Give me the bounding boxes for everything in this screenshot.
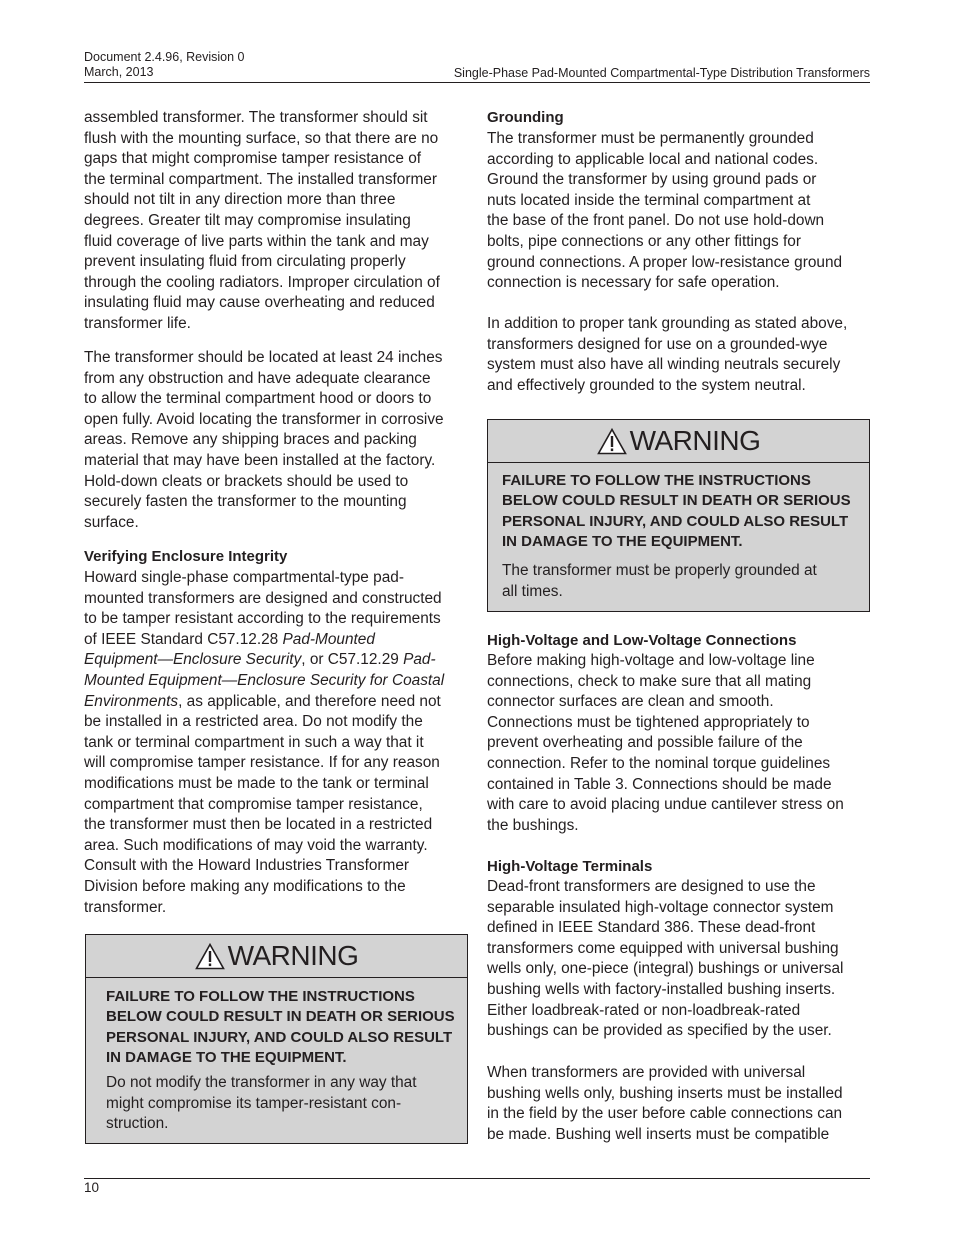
paragraph-grounding bbox=[487, 129, 842, 294]
text-line: IN DAMAGE TO THE EQUIPMENT. bbox=[106, 1048, 347, 1066]
document-date: March, 2013 bbox=[84, 65, 154, 79]
text-line: assembled transformer. The transformer should sit bbox=[84, 109, 428, 126]
text-line: the terminal compartment. The installed transformer bbox=[84, 170, 437, 188]
text-line: the bushings. bbox=[487, 816, 579, 834]
text-line bbox=[84, 671, 444, 692]
paragraph-installation bbox=[84, 108, 440, 335]
paragraph-enclosure-integrity bbox=[84, 568, 444, 918]
text-line: IN DAMAGE TO THE EQUIPMENT. bbox=[502, 532, 743, 550]
text-line bbox=[84, 650, 444, 671]
text-line: struction. bbox=[106, 1115, 169, 1133]
text-line: bushing wells with factory-installed bushing inserts. bbox=[487, 980, 836, 998]
text-line: When transformers are provided with universal bbox=[487, 1064, 806, 1081]
text-line: through the cooling radiators. Improper circulation of bbox=[84, 273, 440, 291]
warning-caps-text bbox=[502, 471, 851, 552]
text-line: The transformer must be permanently grounded bbox=[487, 130, 814, 147]
text-line: wells only, one-piece (integral) bushings or universal bbox=[487, 960, 844, 978]
paragraph-bushing-inserts bbox=[487, 1063, 843, 1145]
warning-body-text bbox=[502, 561, 817, 602]
text-line: Ground the transformer by using ground pads or bbox=[487, 171, 817, 189]
text-line: Division before making any modifications to the bbox=[84, 877, 406, 895]
text-line: the base of the front panel. Do not use hold-down bbox=[487, 212, 825, 230]
text-line: securely fasten the transformer to the mounting bbox=[84, 493, 407, 511]
text-line: Howard single-phase compartmental-type pad- bbox=[84, 569, 404, 586]
text-line: with care to avoid placing undue cantilever stress on bbox=[487, 796, 844, 814]
paragraph-grounding-neutrals bbox=[487, 314, 847, 396]
text-line: nuts located inside the terminal compartment at bbox=[487, 191, 811, 209]
text-line: The transformer should be located at least 24 inches bbox=[84, 349, 443, 366]
text-line: transformers designed for use on a grounded-wye bbox=[487, 335, 828, 353]
text-line: transformer life. bbox=[84, 314, 191, 332]
text-line: and effectively grounded to the system neutral. bbox=[487, 376, 806, 394]
text-line: areas. Remove any shipping braces and packing bbox=[84, 431, 417, 449]
text-line: gaps that might compromise tamper resistance of bbox=[84, 150, 422, 168]
text-span: , as applicable, and therefore need not bbox=[178, 692, 441, 710]
text-line: BELOW COULD RESULT IN DEATH OR SERIOUS bbox=[502, 492, 851, 510]
text-line: FAILURE TO FOLLOW THE INSTRUCTIONS bbox=[106, 988, 415, 1005]
text-span: , or C57.12.29 bbox=[301, 651, 404, 669]
text-line bbox=[84, 692, 444, 713]
text-line: should not tilt in any direction more than three bbox=[84, 191, 396, 209]
text-line: Connections must be tightened appropriately to bbox=[487, 713, 810, 731]
text-line: Consult with the Howard Industries Transformer bbox=[84, 857, 410, 875]
text-line: material that may have been installed at the factory. bbox=[84, 451, 436, 469]
page-number: 10 bbox=[84, 1180, 100, 1195]
text-line: In addition to proper tank grounding as stated above, bbox=[487, 315, 848, 332]
text-line: all times. bbox=[502, 582, 563, 600]
paragraph-location bbox=[84, 348, 444, 533]
warning-body-text bbox=[106, 1073, 417, 1135]
text-line: PERSONAL INJURY, AND COULD ALSO RESULT bbox=[502, 512, 849, 530]
italic-text: Equipment—Enclosure Security bbox=[84, 651, 302, 669]
text-line: will compromise tamper resistance. If for any reason bbox=[84, 754, 440, 772]
text-line: bolts, pipe connections or any other fittings for bbox=[487, 232, 801, 250]
text-line: to allow the terminal compartment hood or doors to bbox=[84, 390, 432, 408]
warning-title: WARNING bbox=[227, 940, 359, 971]
text-line: flush with the mounting surface, so that there are no bbox=[84, 129, 439, 147]
heading-hv-terminals: High-Voltage Terminals bbox=[487, 858, 653, 875]
heading-verifying-enclosure: Verifying Enclosure Integrity bbox=[84, 548, 288, 565]
text-span: of IEEE Standard C57.12.28 bbox=[84, 630, 283, 648]
text-line: Dead-front transformers are designed to use the bbox=[487, 878, 816, 895]
warning-box-grounding bbox=[487, 419, 870, 612]
text-line: degrees. Greater tilt may compromise insulating bbox=[84, 211, 411, 229]
italic-text: Pad-Mounted bbox=[282, 630, 375, 648]
paragraph-hv-terminals bbox=[487, 877, 843, 1042]
text-line: defined in IEEE Standard 386. These dead-front bbox=[487, 919, 816, 937]
text-line: BELOW COULD RESULT IN DEATH OR SERIOUS bbox=[106, 1008, 455, 1026]
warning-triangle-icon bbox=[195, 943, 225, 970]
warning-box-tamper bbox=[85, 934, 468, 1144]
paragraph-hv-lv-connections bbox=[487, 651, 844, 836]
text-line: ground connections. A proper low-resistance ground bbox=[487, 253, 843, 271]
text-line: from any obstruction and have adequate clearance bbox=[84, 369, 431, 387]
text-line: PERSONAL INJURY, AND COULD ALSO RESULT bbox=[106, 1028, 453, 1046]
text-line: fluid coverage of live parts within the tank and may bbox=[84, 232, 429, 250]
text-line: bushing wells only, bushing inserts must be installed bbox=[487, 1084, 843, 1102]
document-number: Document 2.4.96, Revision 0 bbox=[84, 50, 245, 64]
heading-grounding: Grounding bbox=[487, 109, 564, 126]
text-line: bushings can be provided as specified by the user. bbox=[487, 1022, 832, 1040]
text-line: connections, check to make sure that all mating bbox=[487, 672, 812, 690]
text-line bbox=[84, 630, 444, 651]
text-line: according to applicable local and national codes. bbox=[487, 150, 819, 168]
text-line: transformers come equipped with universal bushing bbox=[487, 939, 839, 957]
text-line: Do not modify the transformer in any way that bbox=[106, 1074, 417, 1091]
text-line: open fully. Avoid locating the transformer in corrosive bbox=[84, 410, 444, 428]
text-line: connection. Refer to the nominal torque guidelines bbox=[487, 754, 831, 772]
warning-triangle-icon bbox=[597, 428, 627, 455]
text-line: surface. bbox=[84, 513, 139, 531]
text-line: Hold-down cleats or brackets should be used to bbox=[84, 472, 409, 490]
warning-header bbox=[488, 420, 869, 463]
warning-caps-text bbox=[106, 987, 455, 1068]
text-line: the transformer must then be located in a restricted bbox=[84, 816, 433, 834]
text-line: be made. Bushing well inserts must be compatible bbox=[487, 1125, 830, 1143]
footer-rule bbox=[84, 1178, 870, 1179]
text-line: The transformer must be properly grounded at bbox=[502, 562, 817, 579]
text-line: Before making high-voltage and low-voltage line bbox=[487, 652, 815, 669]
text-line: system must also have all winding neutrals securely bbox=[487, 356, 841, 374]
text-line: transformer. bbox=[84, 898, 167, 916]
text-line: prevent overheating and possible failure of the bbox=[487, 734, 803, 752]
text-line: might compromise its tamper-resistant con- bbox=[106, 1094, 402, 1112]
warning-header bbox=[86, 935, 467, 978]
header-rule bbox=[84, 82, 870, 83]
document-info bbox=[84, 50, 245, 80]
text-line: connection is necessary for safe operation. bbox=[487, 274, 780, 292]
text-line: tank or terminal compartment in such a way that it bbox=[84, 733, 424, 751]
italic-text: Pad- bbox=[403, 651, 436, 669]
heading-hv-lv-connections: High-Voltage and Low-Voltage Connections bbox=[487, 632, 797, 649]
italic-text: Mounted Equipment—Enclosure Security for Coastal bbox=[84, 671, 445, 689]
text-line: insulating fluid may cause overheating and reduced bbox=[84, 294, 435, 312]
text-line: Either loadbreak-rated or non-loadbreak-rated bbox=[487, 1001, 801, 1019]
text-line: area. Such modifications of may void the warranty. bbox=[84, 836, 428, 854]
text-line: to be tamper resistant according to the requirements bbox=[84, 610, 441, 628]
warning-title: WARNING bbox=[629, 425, 761, 456]
text-line: modifications must be made to the tank or terminal bbox=[84, 774, 429, 792]
text-line: FAILURE TO FOLLOW THE INSTRUCTIONS bbox=[502, 472, 811, 489]
italic-text: Environments bbox=[84, 692, 179, 710]
text-line: prevent insulating fluid from circulating properly bbox=[84, 253, 406, 271]
text-line: in the field by the user before cable connections can bbox=[487, 1105, 843, 1123]
text-line: be installed in a restricted area. Do not modify the bbox=[84, 713, 423, 731]
text-line: contained in Table 3. Connections should be made bbox=[487, 775, 832, 793]
text-line: mounted transformers are designed and constructed bbox=[84, 589, 442, 607]
text-line: separable insulated high-voltage connector system bbox=[487, 898, 834, 916]
text-line: compartment that compromise tamper resistance, bbox=[84, 795, 423, 813]
text-line: connector surfaces are clean and smooth. bbox=[487, 693, 774, 711]
running-title: Single-Phase Pad-Mounted Compartmental-Type Distribution Transformers bbox=[453, 66, 870, 80]
